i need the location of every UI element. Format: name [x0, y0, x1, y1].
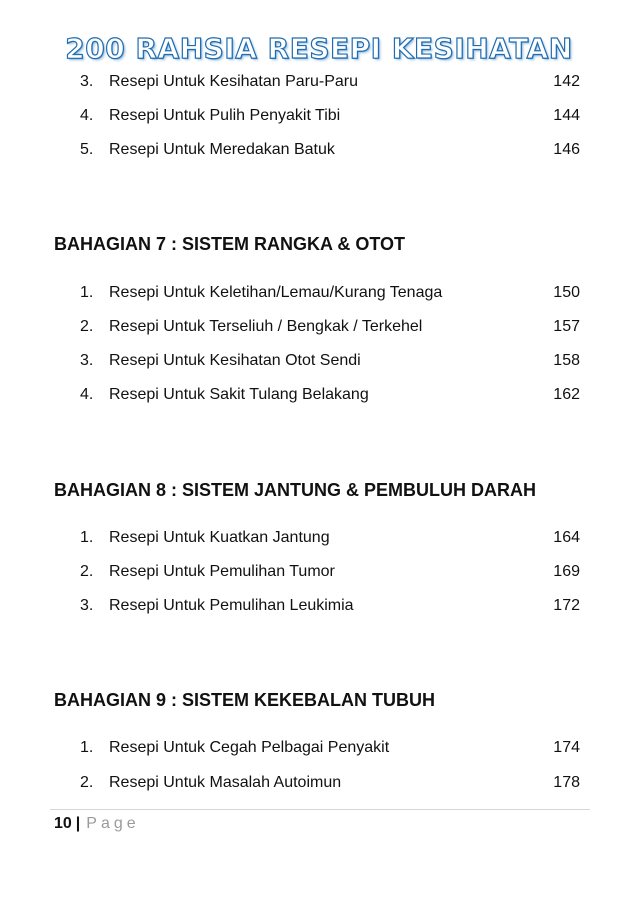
toc-entry [80, 594, 580, 618]
entry-number: 4. [80, 386, 94, 403]
entry-page: 169 [553, 563, 580, 580]
entry-page: 150 [553, 284, 580, 301]
toc-entry [80, 349, 580, 373]
footer-separator: | [75, 815, 81, 832]
toc-entry [80, 560, 580, 584]
entry-number: 2. [80, 318, 94, 335]
entry-title: Resepi Untuk Kuatkan Jantung [109, 529, 330, 546]
section-heading: BAHAGIAN 9 : SISTEM KEKEBALAN TUBUH [54, 690, 436, 710]
entry-title: Resepi Untuk Pulih Penyakit Tibi [109, 107, 341, 124]
toc-entry [80, 771, 580, 795]
toc-entry [80, 383, 580, 407]
entry-title: Resepi Untuk Terseliuh / Bengkak / Terkehel [109, 318, 423, 335]
toc-entry [80, 315, 580, 339]
entry-page: 144 [553, 107, 580, 124]
entry-title: Resepi Untuk Meredakan Batuk [109, 141, 335, 158]
entry-title: Resepi Untuk Cegah Pelbagai Penyakit [109, 739, 390, 756]
entry-page: 158 [553, 352, 580, 369]
entry-page: 157 [553, 318, 580, 335]
toc-entry [80, 70, 580, 94]
entry-page: 178 [553, 774, 580, 791]
toc-entry [80, 104, 580, 128]
toc-entry [80, 736, 580, 760]
entry-title: Resepi Untuk Pemulihan Leukimia [109, 597, 354, 614]
entry-page: 162 [553, 386, 580, 403]
footer-divider [50, 809, 590, 810]
entry-title: Resepi Untuk Masalah Autoimun [109, 774, 342, 791]
entry-page: 174 [553, 739, 580, 756]
entry-number: 1. [80, 284, 94, 301]
entry-title: Resepi Untuk Sakit Tulang Belakang [109, 386, 369, 403]
section-heading: BAHAGIAN 8 : SISTEM JANTUNG & PEMBULUH DARAH [54, 480, 537, 500]
entry-page: 172 [553, 597, 580, 614]
entry-page: 146 [553, 141, 580, 158]
entry-number: 3. [80, 597, 94, 614]
entry-number: 1. [80, 739, 94, 756]
entry-page: 164 [553, 529, 580, 546]
entry-title: Resepi Untuk Kesihatan Otot Sendi [109, 352, 361, 369]
footer-page-label: Page [86, 815, 140, 832]
entry-number: 3. [80, 352, 94, 369]
entry-page: 142 [553, 73, 580, 90]
document-title: 200 RAHSIA RESEPI KESIHATAN [65, 32, 573, 65]
section-heading: BAHAGIAN 7 : SISTEM RANGKA & OTOT [54, 234, 406, 254]
footer-page-number: 10 [54, 815, 72, 832]
entry-number: 4. [80, 107, 94, 124]
entry-number: 2. [80, 563, 94, 580]
page-footer [54, 812, 140, 836]
entry-title: Resepi Untuk Pemulihan Tumor [109, 563, 335, 580]
toc-entry [80, 138, 580, 162]
entry-number: 1. [80, 529, 94, 546]
entry-number: 5. [80, 141, 94, 158]
entry-number: 3. [80, 73, 94, 90]
toc-entry [80, 526, 580, 550]
entry-title: Resepi Untuk Keletihan/Lemau/Kurang Tenaga [109, 284, 443, 301]
entry-number: 2. [80, 774, 94, 791]
toc-entry [80, 281, 580, 305]
entry-title: Resepi Untuk Kesihatan Paru-Paru [109, 73, 359, 90]
